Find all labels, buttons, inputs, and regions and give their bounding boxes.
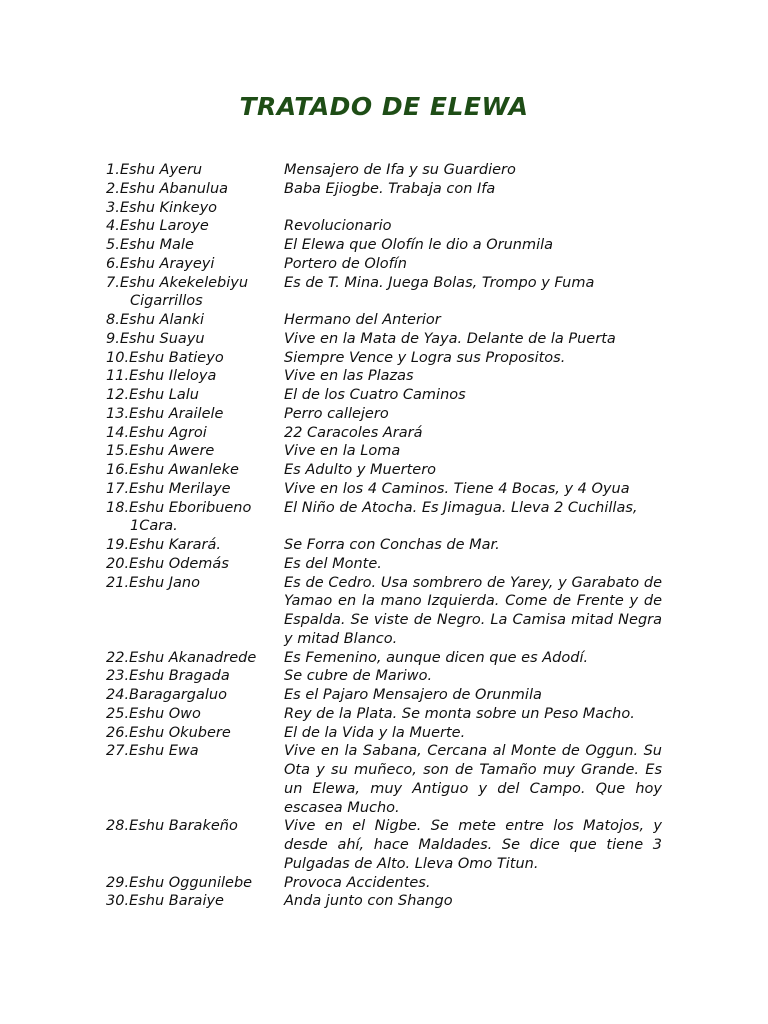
entry-description: Vive en la Mata de Yaya. Delante de la Puerta <box>284 330 616 347</box>
entry-description: Vive en las Plazas <box>284 368 414 385</box>
entry-description: Se cubre de Mariwo. <box>284 668 433 685</box>
entry-name: 8.Eshu Alanki <box>106 312 204 328</box>
list-item <box>106 705 662 724</box>
entry-name: 23.Eshu Bragada <box>106 668 230 685</box>
entry-name: 25.Eshu Owo <box>106 705 201 722</box>
entry-name: 24.Baragargaluo <box>106 687 227 703</box>
entry-name: 30.Eshu Baraiye <box>106 893 224 910</box>
list-item <box>106 386 662 405</box>
list-item <box>106 405 662 424</box>
entry-name: 3.Eshu Kinkeyo <box>106 199 218 216</box>
list-item <box>106 686 662 705</box>
list-item <box>106 311 662 330</box>
entry-name: 28.Eshu Barakeño <box>106 818 238 835</box>
entry-name: 13.Eshu Arailele <box>106 405 224 422</box>
entry-description: El Elewa que Olofín le dio a Orunmila <box>284 237 554 253</box>
entry-description: Vive en la Loma <box>284 443 401 460</box>
list-item <box>106 742 662 817</box>
entry-description: Rey de la Plata. Se monta sobre un Peso Macho. <box>284 705 635 722</box>
list-item <box>106 817 662 873</box>
entry-name: 5.Eshu Male <box>106 237 194 253</box>
entry-description: Es de Cedro. Usa sombrero de Yarey, y Garabato de Yamao en la mano Izquierda. Come de Frente y de Espalda. Se viste de Negro. La Camisa mitad Negra y mitad Blanco. <box>284 574 662 647</box>
list-item <box>106 574 662 649</box>
entry-name: 26.Eshu Okubere <box>106 724 231 741</box>
entry-name: 6.Eshu Arayeyi <box>106 255 215 272</box>
entry-description: Siempre Vence y Logra sus Propositos. <box>284 349 566 366</box>
list-item <box>106 667 662 686</box>
entry-name: 19.Eshu Karará. <box>106 537 221 553</box>
entry-description: Perro callejero <box>284 405 389 422</box>
list-item <box>106 461 662 480</box>
list-item <box>106 180 662 199</box>
entry-name: 15.Eshu Awere <box>106 443 215 460</box>
list-item <box>106 724 662 743</box>
entry-name: 22.Eshu Akanadrede <box>106 649 257 666</box>
entry-description: Anda junto con Shango <box>284 893 453 910</box>
entry-description: Vive en el Nigbe. Se mete entre los Matojos, y desde ahí, hace Maldades. Se dice que tiene 3 Pulgadas de Alto. Lleva Omo Titun. <box>284 818 662 872</box>
entry-name: 9.Eshu Suayu <box>106 330 205 347</box>
entry-name: 7.Eshu Akekelebiyu Cigarrillos <box>106 274 284 312</box>
entry-description: Hermano del Anterior <box>284 312 441 328</box>
entry-name: 1.Eshu Ayeru <box>106 162 203 178</box>
entry-description: El de los Cuatro Caminos <box>284 387 466 403</box>
list-item <box>106 892 662 911</box>
entry-name: 20.Eshu Odemás <box>106 555 229 572</box>
entry-name: 16.Eshu Awanleke <box>106 462 239 478</box>
list-item <box>106 480 662 499</box>
entry-description: Vive en los 4 Caminos. Tiene 4 Bocas, y 4 Oyua <box>284 480 630 497</box>
list-item <box>106 649 662 668</box>
list-item <box>106 499 662 537</box>
list-item <box>106 161 662 180</box>
entry-description: Se Forra con Conchas de Mar. <box>284 537 500 553</box>
list-item <box>106 349 662 368</box>
list-item <box>106 217 662 236</box>
list-item <box>106 536 662 555</box>
entry-description: Baba Ejiogbe. Trabaja con Ifa <box>284 180 496 197</box>
entry-description: Revolucionario <box>284 218 392 235</box>
entry-description: Portero de Olofín <box>284 255 407 272</box>
entry-name: 18.Eshu Eboribueno 1Cara. <box>106 499 284 537</box>
entry-description: Provoca Accidentes. <box>284 874 431 891</box>
list-item <box>106 255 662 274</box>
list-item <box>106 367 662 386</box>
entry-name: 10.Eshu Batieyo <box>106 349 224 366</box>
entry-name-continuation: 1Cara. <box>130 518 178 535</box>
entry-name: 4.Eshu Laroye <box>106 218 209 235</box>
entry-description: Mensajero de Ifa y su Guardiero <box>284 162 516 178</box>
entry-name: 14.Eshu Agroi <box>106 424 207 441</box>
entry-description: Es el Pajaro Mensajero de Orunmila <box>284 687 542 703</box>
entry-name: 11.Eshu Ileloya <box>106 368 217 385</box>
entry-description: Es del Monte. <box>284 555 382 572</box>
list-item <box>106 424 662 443</box>
list-item <box>106 874 662 893</box>
entry-name: 27.Eshu Ewa <box>106 743 199 760</box>
entry-name: 17.Eshu Merilaye <box>106 480 231 497</box>
entry-description: Es Femenino, aunque dicen que es Adodí. <box>284 649 589 666</box>
entry-description: 22 Caracoles Arará <box>284 424 423 441</box>
list-item <box>106 330 662 349</box>
entry-name: 29.Eshu Oggunilebe <box>106 874 253 891</box>
list-item <box>106 274 662 312</box>
entry-description: Es de T. Mina. Juega Bolas, Trompo y Fuma <box>284 274 595 291</box>
entry-description: El de la Vida y la Muerte. <box>284 724 466 741</box>
entry-name-continuation: Cigarrillos <box>130 293 203 310</box>
entry-description: El Niño de Atocha. Es Jimagua. Lleva 2 Cuchillas, <box>284 499 638 516</box>
list-item <box>106 555 662 574</box>
entry-description: Es Adulto y Muertero <box>284 462 437 478</box>
entry-name: 12.Eshu Lalu <box>106 387 199 403</box>
list-item <box>106 236 662 255</box>
entry-name: 2.Eshu Abanulua <box>106 180 229 197</box>
list-item <box>106 199 662 218</box>
entry-name: 21.Eshu Jano <box>106 574 200 591</box>
list-item <box>106 442 662 461</box>
elewa-list <box>106 161 662 911</box>
entry-description: Vive en la Sabana, Cercana al Monte de Oggun. Su Ota y su muñeco, son de Tamaño muy Grande. Es un Elewa, muy Antiguo y del Campo. Que hoy escasea Mucho. <box>284 743 662 816</box>
document-title: TRATADO DE ELEWA <box>239 92 529 121</box>
